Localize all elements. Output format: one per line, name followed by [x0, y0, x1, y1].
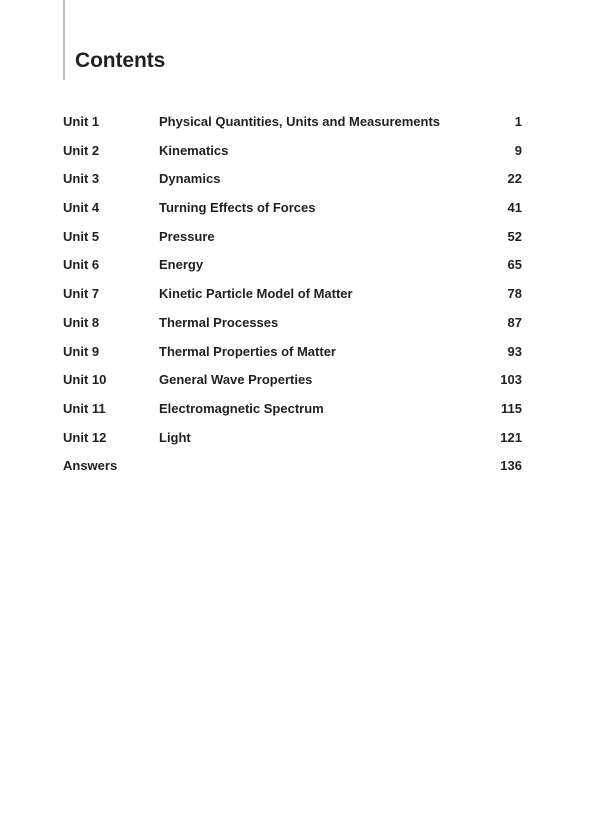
toc-row[interactable]: [63, 343, 522, 372]
toc-entry-title: Light: [159, 429, 191, 445]
toc-page-number: 78: [507, 286, 522, 302]
toc-row[interactable]: [63, 142, 522, 171]
toc-unit-label: Unit 11: [63, 400, 106, 416]
toc-row[interactable]: [63, 170, 522, 199]
toc-entry-title: Kinematics: [159, 142, 229, 158]
toc-row[interactable]: [63, 314, 522, 343]
toc-page-number: 87: [507, 314, 522, 330]
toc-unit-label: Unit 7: [63, 286, 100, 302]
toc-row[interactable]: [63, 457, 522, 486]
toc-entry-title: Energy: [159, 257, 204, 273]
toc-entry-title: General Wave Properties: [159, 372, 313, 388]
toc-entry-title: Dynamics: [159, 171, 221, 187]
toc-row[interactable]: [63, 285, 522, 314]
toc-unit-label: Unit 3: [63, 171, 100, 187]
page-title: Contents: [75, 49, 166, 72]
toc-page-number: 93: [507, 343, 522, 359]
toc-row[interactable]: [63, 113, 522, 142]
toc-row[interactable]: [63, 228, 522, 257]
toc-row[interactable]: [63, 429, 522, 458]
toc-unit-label: Unit 5: [63, 228, 100, 244]
toc-unit-label: Unit 4: [63, 200, 100, 216]
toc-page-number: 52: [507, 228, 522, 244]
toc-page-number: 1: [514, 114, 522, 129]
toc-entry-title: Kinetic Particle Model of Matter: [159, 286, 353, 302]
toc-entry-title: Thermal Properties of Matter: [159, 343, 336, 359]
toc-row[interactable]: [63, 371, 522, 400]
toc-row[interactable]: [63, 199, 522, 228]
toc-unit-label: Unit 2: [63, 142, 100, 158]
toc-row[interactable]: [63, 256, 522, 285]
toc-page-number: 103: [500, 372, 522, 388]
toc-entry-title: Electromagnetic Spectrum: [159, 400, 324, 416]
toc-unit-label: Unit 12: [63, 429, 107, 445]
header-vertical-rule: [63, 0, 65, 80]
toc-unit-label: Unit 6: [63, 257, 100, 273]
toc-page-number: 65: [507, 257, 522, 273]
toc-unit-label: Unit 10: [63, 372, 107, 388]
toc-entry-title: Pressure: [159, 228, 215, 244]
toc-page-number: 22: [507, 171, 522, 187]
toc-entry-title: Physical Quantities, Units and Measurements: [159, 114, 441, 129]
toc-page-number: 41: [507, 200, 522, 216]
toc-unit-label: Unit 8: [63, 314, 100, 330]
toc-unit-label: Unit 1: [63, 114, 100, 129]
table-of-contents: [63, 113, 522, 486]
toc-unit-label: Unit 9: [63, 343, 100, 359]
toc-row[interactable]: [63, 400, 522, 429]
toc-entry-title: Turning Effects of Forces: [159, 200, 316, 216]
toc-page-number: 121: [500, 429, 522, 445]
toc-page-number: 136: [500, 458, 522, 474]
toc-page-number: 9: [514, 142, 522, 158]
toc-unit-label: Answers: [63, 458, 118, 474]
toc-page-number: 115: [501, 400, 522, 416]
toc-entry-title: Thermal Processes: [159, 314, 279, 330]
